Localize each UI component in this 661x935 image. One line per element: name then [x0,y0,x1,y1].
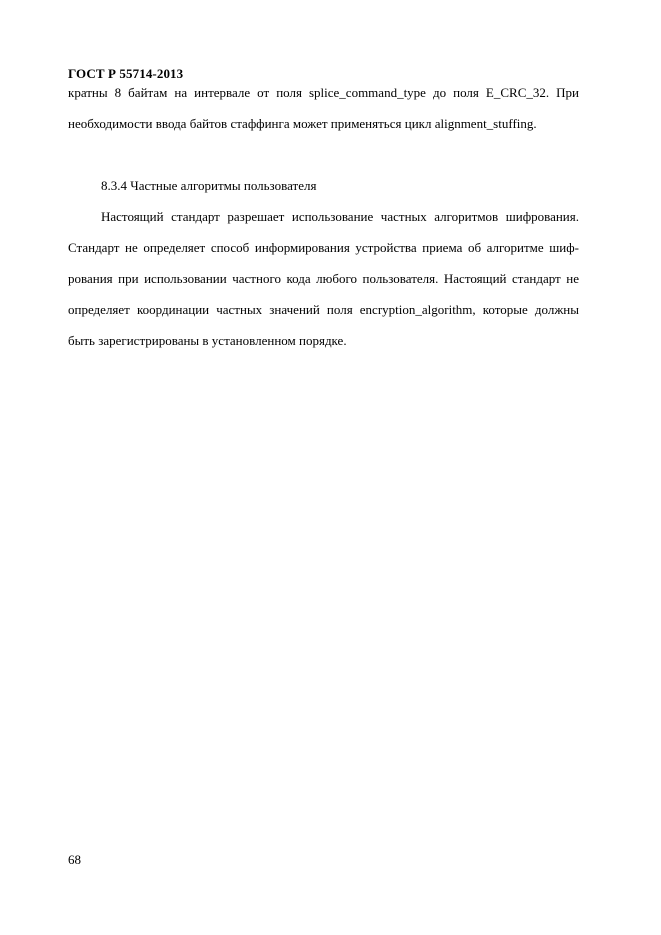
paragraph-line-1: Настоящий стандарт разрешает использование частных алгоритмов шифрования. [101,209,579,224]
page-number: 68 [68,852,81,867]
continuation-line-2: необходимости ввода байтов стаффинга может применяться цикл alignment_stuffing. [68,116,537,131]
paragraph-line-2: Стандарт не определяет способ информирования устройства приема об алгоритме шиф- [68,240,579,255]
section-heading: 8.3.4 Частные алгоритмы пользователя [101,178,317,193]
paragraph-line-4: определяет координации частных значений поля encryption_algorithm, которые должны [68,302,579,317]
paragraph-line-3: рования при использовании частного кода любого пользователя. Настоящий стандарт не [68,271,579,286]
document-header: ГОСТ Р 55714-2013 [68,66,184,81]
paragraph-line-5: быть зарегистрированы в установленном порядке. [68,333,347,348]
continuation-line-1: кратны 8 байтам на интервале от поля splice_command_type до поля E_CRC_32. При [68,85,579,100]
